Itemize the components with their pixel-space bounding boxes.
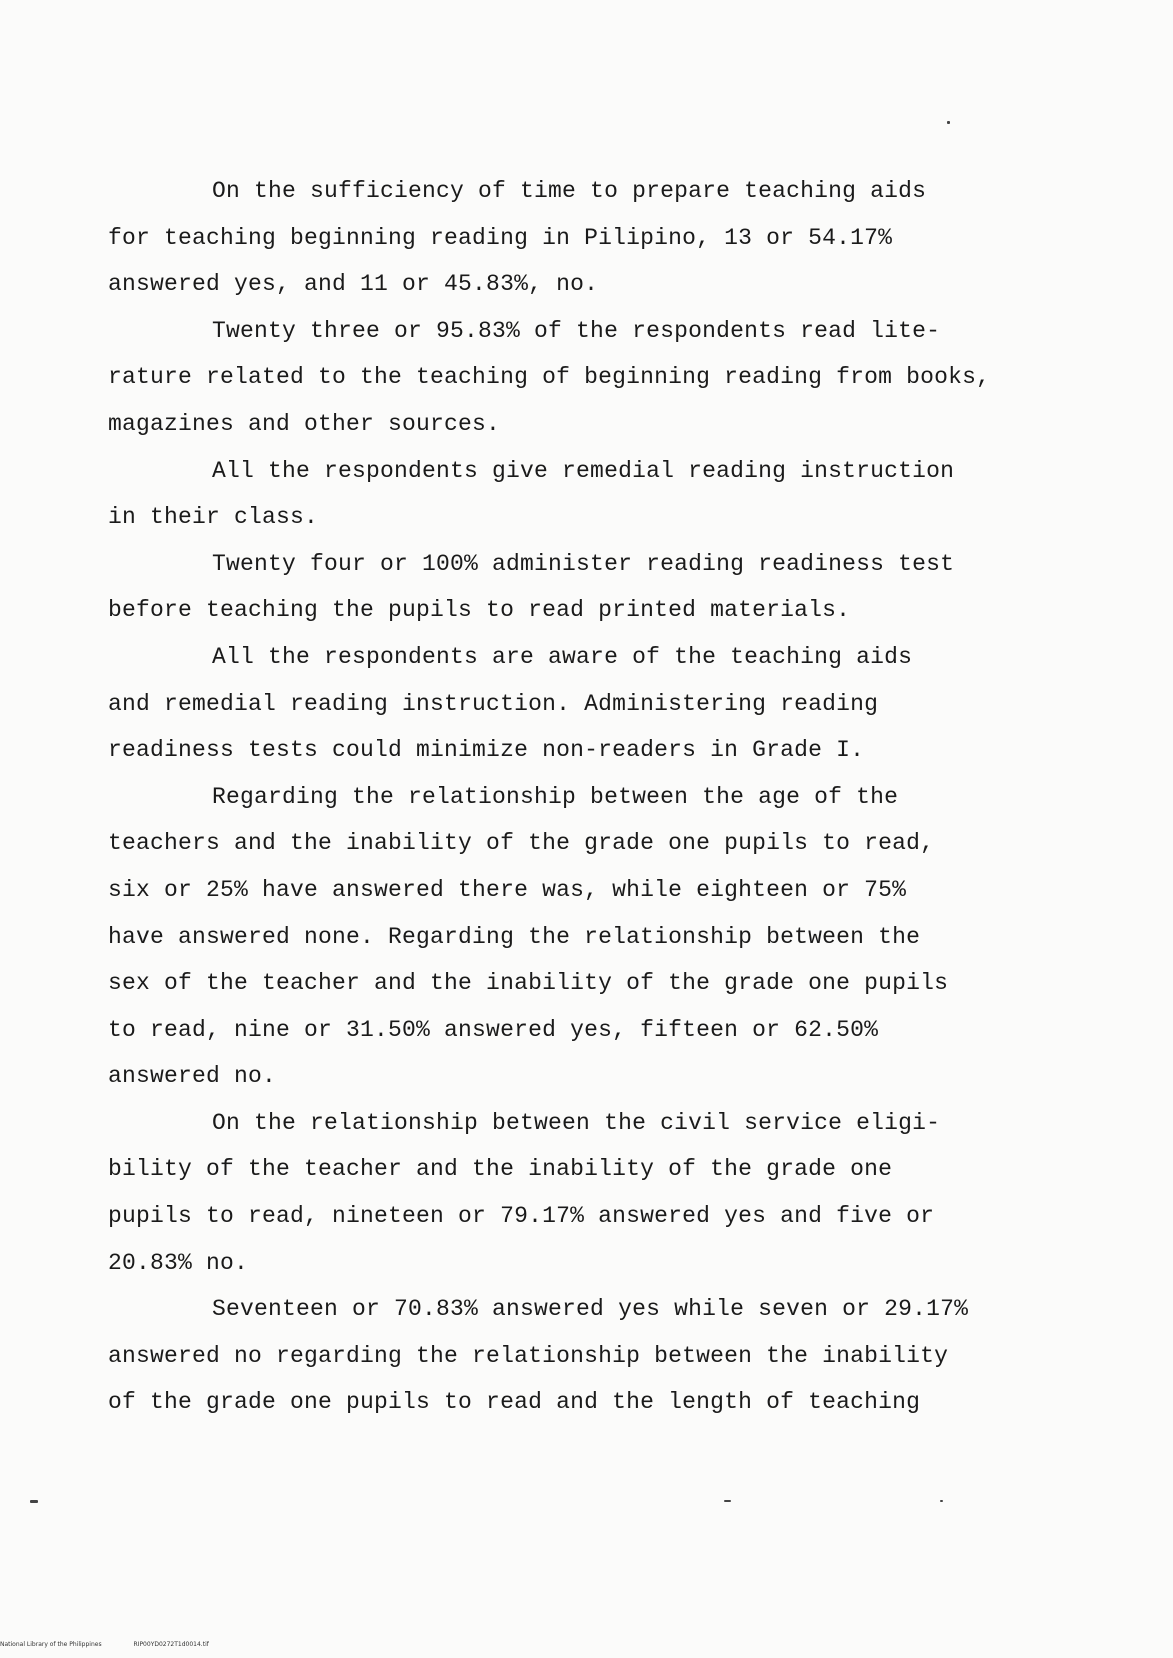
scan-speck — [724, 1500, 731, 1502]
text-line: answered no. — [108, 1063, 277, 1090]
text-line: sex of the teacher and the inability of the grade one pupils — [108, 970, 949, 997]
text-line: Regarding the relationship between the age of the — [212, 783, 899, 810]
scan-footer — [0, 1641, 209, 1648]
text-line: and remedial reading instruction. Administering reading — [108, 690, 879, 717]
text-line: before teaching the pupils to read printed materials. — [108, 597, 851, 624]
text-line: answered no regarding the relationship between the inability — [108, 1342, 949, 1369]
text-line: Twenty four or 100% administer reading readiness test — [212, 550, 955, 577]
text-line: have answered none. Regarding the relationship between the — [108, 923, 921, 950]
text-line: to read, nine or 31.50% answered yes, fifteen or 62.50% — [108, 1016, 879, 1043]
scan-speck — [947, 121, 950, 124]
text-line: On the sufficiency of time to prepare teaching aids — [212, 178, 927, 204]
text-line: bility of the teacher and the inability of the grade one — [108, 1156, 893, 1183]
text-line: pupils to read, nineteen or 79.17% answered yes and five or — [108, 1203, 935, 1230]
scan-speck — [30, 1500, 38, 1503]
footer-file: RIP00YD0272T1d0014.tif — [133, 1641, 209, 1648]
text-line: 20.83% no. — [108, 1249, 249, 1276]
text-line: rature related to the teaching of beginning reading from books, — [108, 364, 991, 391]
text-line: in their class. — [108, 504, 319, 531]
text-line: teachers and the inability of the grade one pupils to read, — [108, 830, 935, 857]
text-line: magazines and other sources. — [108, 410, 501, 437]
body-text — [108, 168, 991, 1426]
text-line: of the grade one pupils to read and the length of teaching — [108, 1389, 921, 1416]
text-line: answered yes, and 11 or 45.83%, no. — [108, 271, 599, 298]
text-line: On the relationship between the civil service eligi- — [212, 1109, 941, 1136]
footer-source: National Library of the Philippines — [0, 1641, 102, 1648]
text-line: six or 25% have answered there was, while eighteen or 75% — [108, 876, 907, 903]
text-line: Seventeen or 70.83% answered yes while seven or 29.17% — [212, 1296, 969, 1323]
text-line: All the respondents are aware of the teaching aids — [212, 643, 913, 670]
text-line: for teaching beginning reading in Pilipino, 13 or 54.17% — [108, 224, 893, 251]
text-line: All the respondents give remedial reading instruction — [212, 457, 955, 484]
text-line: Twenty three or 95.83% of the respondents read lite- — [212, 317, 941, 344]
text-line: readiness tests could minimize non-readers in Grade I. — [108, 737, 865, 764]
scan-speck — [940, 1500, 943, 1502]
